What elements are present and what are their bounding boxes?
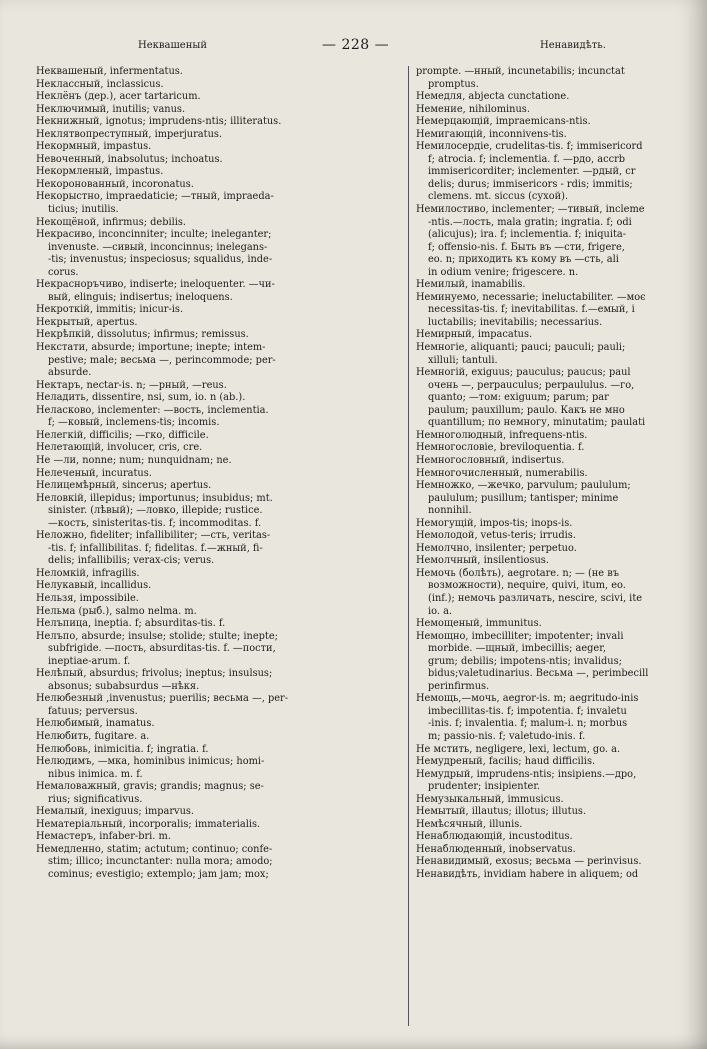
entry-headline: Немѣсячный, illunis. <box>416 818 523 830</box>
entry-headline: Немолодой, vetus-teris; irrudis. <box>416 530 576 542</box>
entry-headline: Нелъпица, ineptia. f; absurditas-tis. f. <box>36 618 226 630</box>
dictionary-entry <box>36 405 404 430</box>
entry-continuation: corus. <box>48 266 79 278</box>
entry-continuation: -tis. f; infallibilitas. f; fidelitas. f.—жный, fi- <box>48 542 263 554</box>
entry-continuation: invenuste. —сивый, inconcinnus; inelegans- <box>48 241 268 253</box>
entry-headline: Немощно, imbecilliter; impotenter; invali <box>416 630 624 642</box>
dictionary-entry <box>36 844 404 882</box>
dictionary-entry <box>416 116 690 129</box>
entry-headline: Немногочисленный, numerabilis. <box>416 467 588 479</box>
dictionary-entry <box>36 493 404 531</box>
entry-headline: Нелукавый, incallidus. <box>36 580 152 592</box>
entry-headline: Нельма (рыб.), salmo nelma. m. <box>36 605 197 617</box>
entry-continuation: absurde. <box>48 367 92 379</box>
entry-headline: Немирный, impacatus. <box>416 329 533 341</box>
entry-continuation: f; —ковый, inclemens-tis; incomis. <box>48 417 220 429</box>
entry-continuation: (inf.); немочь различать, nescire, scivi, ite <box>428 592 643 604</box>
entry-continuation: -ntis.—лость, mala gratin; ingratia. f; odi <box>428 216 632 228</box>
dictionary-entry <box>36 91 404 104</box>
entry-headline: Немедленно, statim; actutum; continuo; confe- <box>36 843 273 855</box>
entry-headline: Некоронованный, incoronatus. <box>36 178 194 190</box>
entry-continuation: imbecillitas-tis. f; impotentia. f; invaletu <box>428 705 627 717</box>
entry-headline: Некрытый, apertus. <box>36 316 138 328</box>
dictionary-entry <box>36 154 404 167</box>
dictionary-entry <box>36 781 404 806</box>
entry-headline: Немение, nihilominus. <box>416 103 530 115</box>
header-left-guideword: Неквашеный <box>138 40 207 51</box>
dictionary-entry <box>36 304 404 317</box>
entry-headline: Немогущій, impos-tis; inops-is. <box>416 517 573 529</box>
entry-headline: Немерцающій, impraemicans-ntis. <box>416 116 591 128</box>
dictionary-entry <box>36 166 404 179</box>
dictionary-entry <box>36 806 404 819</box>
dictionary-entry <box>36 618 404 631</box>
dictionary-entry <box>36 756 404 781</box>
entry-headline: Немедля, abjecta cunctatione. <box>416 91 570 103</box>
dictionary-entry <box>416 530 690 543</box>
entry-headline: Нематеріальный, incorporalis; immaterialis. <box>36 818 261 830</box>
entry-headline: Некнижный, ignotus; imprudens-ntis; illiteratus. <box>36 116 282 128</box>
entry-headline: Неклёнъ (дер.), acer tartaricum. <box>36 91 201 103</box>
entry-headline: Неломкій, infragilis. <box>36 567 140 579</box>
dictionary-entry <box>416 794 690 807</box>
entry-headline: Нелеченый, incuratus. <box>36 467 152 479</box>
dictionary-entry <box>416 468 690 481</box>
entry-headline: Нелетающій, involucer, cris, cre. <box>36 442 203 454</box>
entry-continuation: perinfirmus. <box>428 680 490 692</box>
entry-headline: Немилостиво, inclementer; —тивый, incleme <box>416 204 645 216</box>
dictionary-entry <box>416 66 690 91</box>
entry-continuation: sinister. (лѣвый); —ловко, illepide; rustice. <box>48 505 263 517</box>
dictionary-entry <box>36 442 404 455</box>
dictionary-entry <box>36 606 404 619</box>
dictionary-entry <box>36 116 404 129</box>
entry-headline: Немилый, inamabilis. <box>416 279 526 291</box>
entry-headline: Некроткій, immitis; inicur-is. <box>36 304 184 316</box>
entry-headline: Немудреный, facilis; haud difficilis. <box>416 756 596 768</box>
entry-continuation: promptus. <box>428 78 479 90</box>
dictionary-entry <box>36 79 404 92</box>
dictionary-entry <box>36 668 404 693</box>
entry-headline: Некощёной, infirmus; debilis. <box>36 216 187 228</box>
entry-continuation: in odium venire; frigescere. n. <box>428 266 579 278</box>
entry-headline: Некрѣпкій, dissolutus; infirmus; remissus. <box>36 329 249 341</box>
entry-continuation: absonus; subabsurdus —нѣкя. <box>48 680 200 692</box>
entry-continuation: -tis; invenustus; inspeciosus; squalidus, inde- <box>48 254 273 266</box>
entry-headline: Нектаръ, nectar-is. n; —рный, —reus. <box>36 379 227 391</box>
entry-headline: Нелъпо, absurde; insulse; stolide; stulte; inepte; <box>36 630 278 642</box>
dictionary-entry <box>416 204 690 279</box>
entry-continuation: f; atrocia. f; inclementia. f. —рдо, accrb <box>428 153 626 165</box>
entry-continuation: nibus inimica. m. f. <box>48 768 143 780</box>
entry-continuation: —кость, sinisteritas-tis. f; incommoditas. f. <box>48 517 262 529</box>
dictionary-entry <box>36 141 404 154</box>
entry-headline: Нелюбезный ,invenustus; puerilis; весьма —, per- <box>36 693 289 705</box>
entry-headline: Невоченный, inabsolutus; inchoatus. <box>36 153 223 165</box>
entry-headline: Немногій, exiguus; pauculus; paucus; paul <box>416 367 631 379</box>
dictionary-entry <box>36 317 404 330</box>
dictionary-entry <box>36 191 404 216</box>
dictionary-entry <box>36 342 404 380</box>
dictionary-entry <box>416 744 690 757</box>
entry-headline: Немастеръ, infaber-bri. m. <box>36 831 171 843</box>
dictionary-entry <box>416 756 690 769</box>
dictionary-entry <box>416 819 690 832</box>
dictionary-entry <box>36 568 404 581</box>
entry-continuation: -inis. f; invalentia. f; malum-i. n; morbus <box>428 718 628 730</box>
entry-continuation: subfrigide. —пость, absurditas-tis. f. —пости, <box>48 643 276 655</box>
entry-headline: prompte. —нный, incunetabilis; incunctat <box>416 66 625 77</box>
right-column <box>416 66 690 882</box>
entry-headline: Неклассный, inclassicus. <box>36 78 164 90</box>
entry-continuation: ticius; inutilis. <box>48 204 119 216</box>
dictionary-entry <box>36 279 404 304</box>
entry-headline: Ненаблюдающій, incustoditus. <box>416 831 573 843</box>
dictionary-entry <box>416 442 690 455</box>
entry-headline: Нельзя, impossibile. <box>36 592 139 604</box>
dictionary-entry <box>416 91 690 104</box>
dictionary-entry <box>36 819 404 832</box>
entry-headline: Нелюдимъ, —мка, hominibus inimicus; homi- <box>36 756 265 768</box>
entry-continuation: возможности), nequire, quivi, itum, eo. <box>428 580 626 592</box>
entry-headline: Немногословіе, breviloquentia. f. <box>416 442 585 454</box>
entry-headline: Немощеный, immunitus. <box>416 618 542 630</box>
entry-headline: Немощь,—мочь, aegror-is. m; aegritudo-inis <box>416 693 639 705</box>
entry-continuation: nonnihil. <box>428 505 472 517</box>
dictionary-entry <box>36 104 404 117</box>
dictionary-entry <box>416 856 690 869</box>
dictionary-entry <box>36 530 404 568</box>
entry-continuation: quantillum; по немногу, minutatim; paulati <box>428 417 646 429</box>
dictionary-entry <box>416 279 690 292</box>
entry-continuation: cominus; evestigio; extemplo; jam jam; mox; <box>48 869 269 880</box>
dictionary-entry <box>36 217 404 230</box>
dictionary-entry <box>36 631 404 669</box>
dictionary-entry <box>36 731 404 744</box>
entry-headline: Немигающій, inconnivens-tis. <box>416 128 567 140</box>
entry-continuation: вый, elinguis; indisertus; ineloquens. <box>48 291 233 303</box>
dictionary-entry <box>36 455 404 468</box>
dictionary-entry <box>36 468 404 481</box>
entry-continuation: eo. n; приходить къ кому въ —сть, ali <box>428 254 619 266</box>
entry-headline: Неложно, fideliter; infallibiliter; —сть, veritas- <box>36 530 271 542</box>
entry-continuation: delis; infallibilis; verax-cis; verus. <box>48 555 215 567</box>
entry-headline: Неласково, inclementer: —вость, inclementia. <box>36 404 269 416</box>
entry-continuation: stim; illico; incunctanter: nulla mora; amodo; <box>48 856 273 868</box>
dictionary-entry <box>416 869 690 882</box>
entry-continuation: morbide. —щный, imbecillis; aeger, <box>428 643 606 655</box>
entry-continuation: ineptiae-arum. f. <box>48 655 131 667</box>
entry-continuation: delis; durus; immisericors - rdis; immitis; <box>428 178 633 190</box>
entry-headline: Неладить, dissentire, nsi, sum, io. n (ab.). <box>36 392 246 404</box>
entry-headline: Неминуемо, necessarie; ineluctabiliter. —моє <box>416 291 646 303</box>
dictionary-entry <box>36 329 404 342</box>
dictionary-entry <box>416 430 690 443</box>
entry-headline: Некорыстно, impraedaticie; —тный, impraeda- <box>36 191 274 203</box>
entry-headline: Немузыкальный, immusicus. <box>416 793 564 805</box>
entry-continuation: (alicujus); ira. f; inclementia. f; iniquita- <box>428 229 627 241</box>
entry-continuation: io. a. <box>428 605 453 617</box>
entry-continuation: immisericorditer; inclementer. —рдый, cr <box>428 166 636 178</box>
dictionary-entry <box>416 292 690 330</box>
dictionary-entry <box>416 831 690 844</box>
dictionary-entry <box>416 769 690 794</box>
entry-headline: Некормный, impastus. <box>36 141 152 153</box>
dictionary-entry <box>36 179 404 192</box>
dictionary-entry <box>36 392 404 405</box>
dictionary-entry <box>36 718 404 731</box>
entry-continuation: rius; significativus. <box>48 793 143 805</box>
entry-continuation: bidus;valetudinarius. Весьма —, perimbecill <box>428 668 649 680</box>
dictionary-entry <box>36 66 404 79</box>
entry-continuation: quanto; —том: exiguum; parum; par <box>428 392 609 404</box>
entry-headline: Неклятвопреступный, imperjuratus. <box>36 128 223 140</box>
entry-headline: Немногословный, indisertus. <box>416 454 565 466</box>
entry-headline: Нелѣпый, absurdus; frivolus; ineptus; insulsus; <box>36 668 273 680</box>
dictionary-entry <box>416 141 690 204</box>
entry-headline: Нелюбимый, inamatus. <box>36 718 155 730</box>
entry-continuation: luctabilis; inevitabilis; necessarius. <box>428 316 603 328</box>
entry-continuation: xilluli; tantuli. <box>428 354 498 366</box>
dictionary-entry <box>416 518 690 531</box>
dictionary-entry <box>416 844 690 857</box>
left-column <box>36 66 404 882</box>
dictionary-entry <box>416 568 690 618</box>
entry-headline: Ненавидимый, exosus; весьма — perinvisus. <box>416 856 642 868</box>
entry-continuation: f; offensio-nis. f. Быть въ —сти, frigere, <box>428 241 625 253</box>
entry-headline: Некстати, absurde; importune; inepte; intem- <box>36 342 266 354</box>
entry-headline: Неключимый, inutilis; vanus. <box>36 103 186 115</box>
dictionary-entry <box>36 129 404 142</box>
entry-continuation: grum; debilis; impotens-ntis; invalidus; <box>428 655 622 667</box>
dictionary-entry <box>416 693 690 743</box>
entry-continuation: fatuus; perversus. <box>48 705 138 717</box>
entry-continuation: clemens. mt. siccus (сухой). <box>428 191 569 203</box>
entry-headline: Немудрый, imprudens-ntis; insipiens.—дро, <box>416 768 637 780</box>
dictionary-entry <box>36 480 404 493</box>
entry-headline: Немаловажный, gravis; grandis; magnus; se- <box>36 781 264 793</box>
dictionary-entry <box>416 329 690 342</box>
entry-headline: Неквашеный, infermentatus. <box>36 66 183 77</box>
entry-headline: Нелюбить, fugitare. a. <box>36 730 150 742</box>
dictionary-entry <box>416 806 690 819</box>
dictionary-entry <box>416 480 690 518</box>
entry-continuation: paululum; pusillum; tantisper; minime <box>428 492 619 504</box>
dictionary-entry <box>416 543 690 556</box>
dictionary-entry <box>416 555 690 568</box>
dictionary-entry <box>36 430 404 443</box>
dictionary-entry <box>36 744 404 757</box>
header-right-guideword: Ненавидѣть. <box>540 40 606 51</box>
dictionary-entry <box>36 580 404 593</box>
page-header <box>40 37 680 60</box>
dictionary-entry <box>416 618 690 631</box>
entry-headline: Ненавидѣть, invidiam habere in aliquem; od <box>416 869 639 880</box>
entry-headline: Некрасноръчиво, indiserte; ineloquenter. —чи- <box>36 279 275 291</box>
entry-continuation: pestive; male; весьма —, perincommode; per- <box>48 354 276 366</box>
dictionary-entry <box>36 593 404 606</box>
entry-headline: Некрасиво, inconcinniter; inculte; ineleganter; <box>36 229 272 241</box>
entry-headline: Немилосердіе, crudelitas-tis. f; immisericord <box>416 141 643 153</box>
entry-continuation: paulum; pauxillum; paulo. Какъ не мно <box>428 404 625 416</box>
dictionary-entry <box>36 229 404 279</box>
entry-headline: Нелюбовь, inimicitia. f; ingratia. f. <box>36 743 209 755</box>
dictionary-entry <box>416 104 690 117</box>
dictionary-entry <box>416 631 690 694</box>
entry-headline: Ненаблюденный, inobservatus. <box>416 843 576 855</box>
entry-headline: Нелегкій, difficilis; —гко, difficile. <box>36 429 209 441</box>
dictionary-entry <box>416 455 690 468</box>
dictionary-entry <box>36 831 404 844</box>
entry-headline: Не —ли, nonne; num; nunquidnam; ne. <box>36 454 232 466</box>
column-divider <box>408 66 409 1026</box>
entry-headline: Некормленый, impastus. <box>36 166 164 178</box>
entry-headline: Нелицемѣрный, sincerus; apertus. <box>36 480 212 492</box>
entry-headline: Немногіе, aliquanti; pauci; pauculi; pauli; <box>416 342 626 354</box>
entry-headline: Немытый, illautus; illotus; illutus. <box>416 806 587 818</box>
page-number: — 228 — <box>322 37 390 53</box>
dictionary-entry <box>416 342 690 367</box>
entry-headline: Немолчный, insilentiosus. <box>416 555 549 567</box>
entry-headline: Немноголюдный, infrequens-ntis. <box>416 429 588 441</box>
entry-headline: Немочь (болѣть), aegrotare. n; — (не въ <box>416 567 619 579</box>
entry-continuation: prudenter; insipienter. <box>428 781 541 793</box>
dictionary-entry <box>36 693 404 718</box>
entry-headline: Немалый, inexiguus; imparvus. <box>36 806 195 818</box>
dictionary-entry <box>416 367 690 430</box>
entry-headline: Неловкій, illepidus; importunus; insubidus; mt. <box>36 492 273 504</box>
dictionary-entry <box>416 129 690 142</box>
entry-headline: Немолчно, insilenter; perpetuo. <box>416 542 577 554</box>
entry-headline: Не мстить, negligere, lexi, lectum, go. a. <box>416 743 621 755</box>
entry-continuation: m; passio-nis. f; valetudo-inis. f. <box>428 730 586 742</box>
entry-headline: Немножко, —жечко, parvulum; paululum; <box>416 480 631 492</box>
entry-continuation: necessitas-tis. f; inevitabilitas. f.—емый, i <box>428 304 635 316</box>
dictionary-entry <box>36 380 404 393</box>
entry-continuation: очень —, perpauculus; perpaululus. —го, <box>428 379 635 391</box>
